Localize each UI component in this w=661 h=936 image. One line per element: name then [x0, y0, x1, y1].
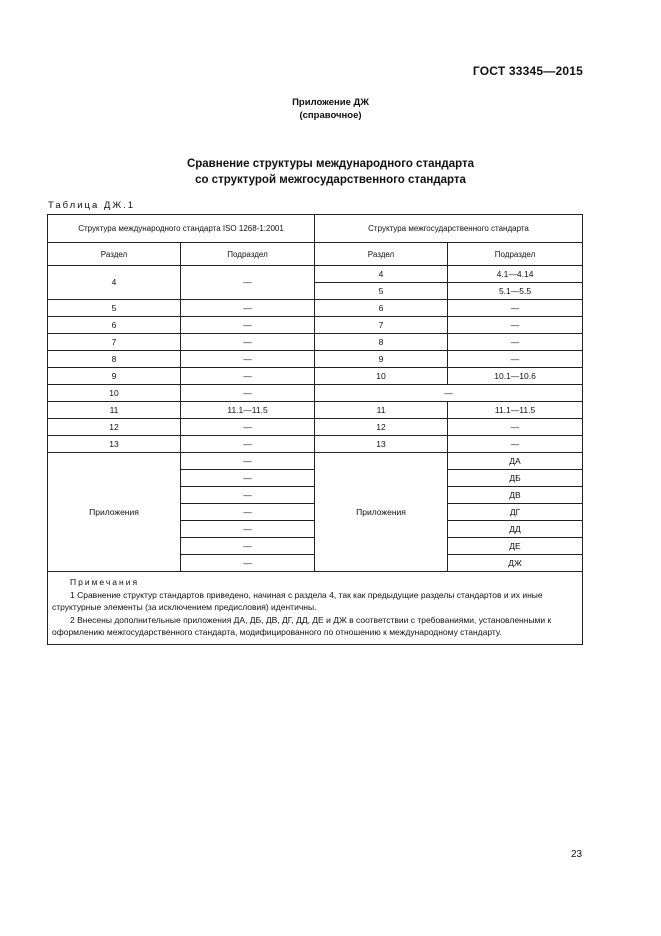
table-cell: 9	[48, 368, 181, 385]
intl-section-header: Раздел	[48, 243, 181, 266]
interstate-structure-header: Структура межгосударственного стандарта	[315, 215, 583, 243]
table-cell: —	[315, 385, 583, 402]
table-cell: 5	[48, 300, 181, 317]
appendix-code: ДЖ	[448, 555, 583, 572]
table-cell: —	[181, 317, 315, 334]
table-row	[48, 351, 583, 368]
table-cell: 13	[48, 436, 181, 453]
table-cell: 10	[315, 368, 448, 385]
table-row	[48, 436, 583, 453]
notes-cell	[48, 572, 583, 645]
table-cell: 11.1—11.5	[181, 402, 315, 419]
table-cell: 11	[315, 402, 448, 419]
table-cell: —	[448, 317, 583, 334]
heading-line-2: со структурой межгосударственного стандарта	[195, 174, 466, 186]
table-cell: 11.1—11.5	[448, 402, 583, 419]
intl-structure-header: Структура международного стандарта ISO 1268-1:2001	[48, 215, 315, 243]
table-cell: —	[181, 470, 315, 487]
table-cell: —	[181, 334, 315, 351]
table-cell: —	[181, 266, 315, 300]
document-code: ГОСТ 33345—2015	[472, 64, 583, 78]
intl-appendices-label: Приложения	[48, 453, 181, 572]
appendix-code: ДЕ	[448, 538, 583, 555]
table-cell: 12	[48, 419, 181, 436]
table-cell: 11	[48, 402, 181, 419]
table-row	[48, 266, 583, 283]
table-group-header-row	[48, 215, 583, 243]
table-cell: —	[181, 538, 315, 555]
table-cell: —	[181, 351, 315, 368]
intl-subsection-header: Подраздел	[181, 243, 315, 266]
table-cell: —	[181, 419, 315, 436]
table-row	[48, 402, 583, 419]
table-column-header-row	[48, 243, 583, 266]
table-cell: 4.1—4.14	[448, 266, 583, 283]
table-cell: 4	[315, 266, 448, 283]
interstate-section-header: Раздел	[315, 243, 448, 266]
appendix-heading	[0, 96, 661, 122]
page-number: 23	[571, 849, 583, 860]
appendix-code: ДД	[448, 521, 583, 538]
table-cell: 10	[48, 385, 181, 402]
table-cell: —	[181, 385, 315, 402]
table-cell: 4	[48, 266, 181, 300]
appendix-code: ДВ	[448, 487, 583, 504]
table-cell: —	[181, 436, 315, 453]
section-heading	[0, 156, 661, 188]
table-cell: 7	[315, 317, 448, 334]
table-cell: 7	[48, 334, 181, 351]
table-row	[48, 385, 583, 402]
table-cell: —	[448, 351, 583, 368]
table-row	[48, 419, 583, 436]
table-cell: 5	[315, 283, 448, 300]
table-cell: 5.1—5.5	[448, 283, 583, 300]
appendix-subtitle: (справочное)	[299, 110, 362, 121]
table-cell: 10.1—10.6	[448, 368, 583, 385]
table-row	[48, 368, 583, 385]
table-row	[48, 300, 583, 317]
appendix-code: ДГ	[448, 504, 583, 521]
table-cell: 8	[315, 334, 448, 351]
table-cell: —	[181, 487, 315, 504]
table-cell: 6	[315, 300, 448, 317]
table-cell: —	[448, 334, 583, 351]
note-1: 1 Сравнение структур стандартов приведено, начиная с раздела 4, так как предыдущие разделы стандартов и их иные структурные элементы (за исключением предисловия) идентичны.	[52, 589, 543, 612]
table-cell: 6	[48, 317, 181, 334]
interstate-appendices-label: Приложения	[315, 453, 448, 572]
table-cell: —	[448, 300, 583, 317]
structure-comparison-table	[47, 214, 583, 645]
appendix-code: ДА	[448, 453, 583, 470]
table-caption: Таблица ДЖ.1	[48, 200, 136, 211]
appendix-title: Приложение ДЖ	[292, 97, 369, 108]
appendix-row	[48, 453, 583, 470]
table-row	[48, 317, 583, 334]
table-cell: 13	[315, 436, 448, 453]
note-2: 2 Внесены дополнительные приложения ДА, ДБ, ДВ, ДГ, ДД, ДЕ и ДЖ в соответствии с требованиями, установленными к оформлению межгосударственного стандарта, модифицированного по отношению к международному стандарту.	[52, 614, 552, 637]
table-cell: 12	[315, 419, 448, 436]
table-cell: —	[181, 368, 315, 385]
table-cell: —	[181, 453, 315, 470]
table-row	[48, 334, 583, 351]
table-cell: 9	[315, 351, 448, 368]
heading-line-1: Сравнение структуры международного стандарта	[186, 158, 475, 170]
interstate-subsection-header: Подраздел	[448, 243, 583, 266]
table-cell: —	[448, 436, 583, 453]
table-cell: —	[181, 555, 315, 572]
table-cell: —	[448, 419, 583, 436]
notes-title: Примечания	[70, 577, 140, 587]
table-cell: 8	[48, 351, 181, 368]
notes-row	[48, 572, 583, 645]
table-cell: —	[181, 504, 315, 521]
table-cell: —	[181, 300, 315, 317]
table-cell: —	[181, 521, 315, 538]
appendix-code: ДБ	[448, 470, 583, 487]
